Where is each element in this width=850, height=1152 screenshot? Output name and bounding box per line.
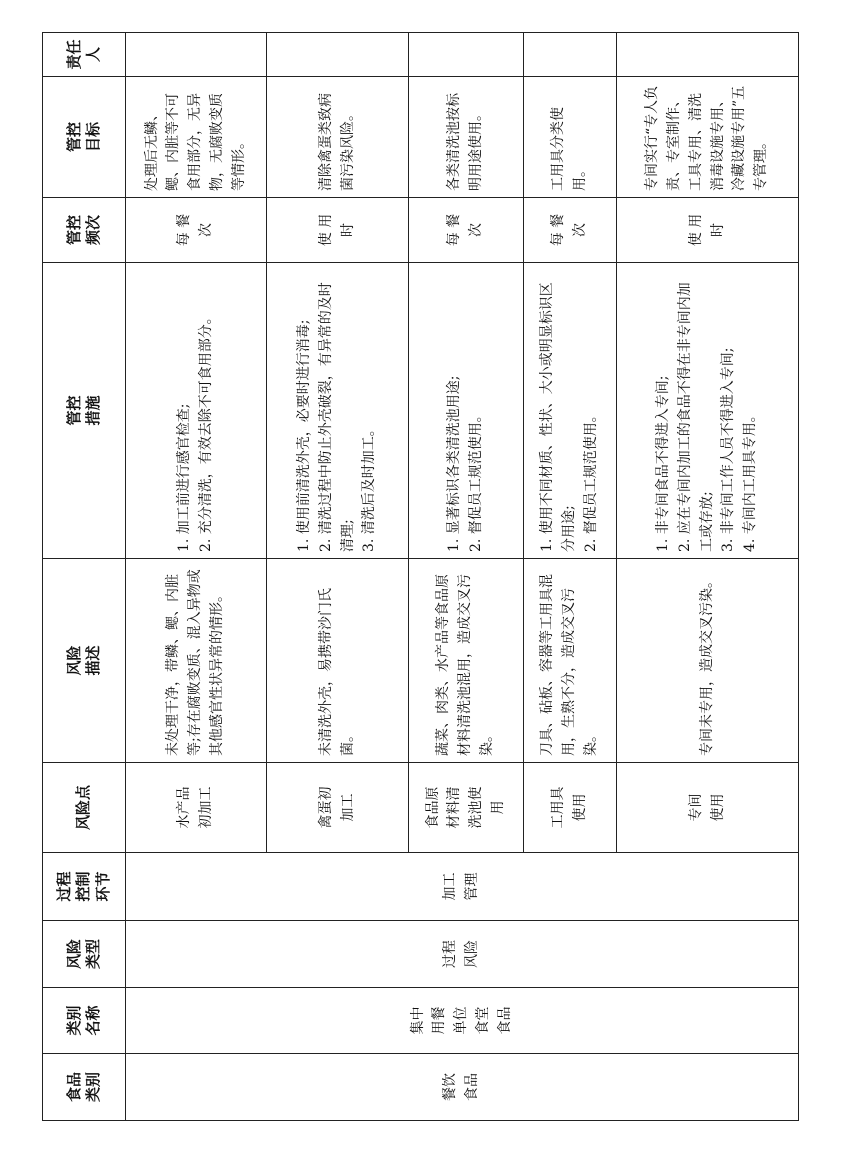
header-risk-desc: 风险 描述 xyxy=(43,559,126,763)
merged-process-stage: 加工 管理 xyxy=(126,853,799,921)
merged-risk-type: 过程 风险 xyxy=(126,921,799,988)
control-goal: 专间实行“专人负责、专室制作、工具专用、清洗消毒设施专用、冷藏设施专用”五专管理。 xyxy=(617,77,799,198)
responsible-cell xyxy=(409,33,524,77)
control-measures: 1. 加工前进行感官检查; 2. 充分清洗，有效去除不可食用部分。 xyxy=(126,263,267,559)
risk-desc: 刀具、砧板、容器等工用具混用，生熟不分，造成交叉污染。 xyxy=(524,559,617,763)
risk-desc: 专间未专用，造成交叉污染。 xyxy=(617,559,799,763)
rotated-page xyxy=(42,33,798,1121)
risk-point: 食品原 材料清 洗池使 用 xyxy=(409,763,524,853)
table-row xyxy=(126,33,267,1121)
control-goal: 清除禽蛋类致病菌污染风险。 xyxy=(267,77,409,198)
control-freq: 每 餐 次 xyxy=(126,198,267,263)
control-measures: 1. 使用前清洗外壳，必要时进行消毒; 2. 清洗过程中防止外壳破裂，有异常的及时清理; 3. 清洗后及时加工。 xyxy=(267,263,409,559)
control-freq: 使 用 时 xyxy=(267,198,409,263)
responsible-cell xyxy=(267,33,409,77)
risk-desc: 蔬菜、肉类、水产品等食品原材料清洗池混用，造成交叉污染。 xyxy=(409,559,524,763)
control-freq: 每 餐 次 xyxy=(409,198,524,263)
merged-food-category: 餐饮 食品 xyxy=(126,1054,799,1121)
responsible-cell xyxy=(617,33,799,77)
control-freq: 每 餐 次 xyxy=(524,198,617,263)
control-measures: 1. 使用不同材质、性状、大小或明显标识区分用途; 2. 督促员工规范使用。 xyxy=(524,263,617,559)
header-risk-point: 风险点 xyxy=(43,763,126,853)
control-freq: 使 用 时 xyxy=(617,198,799,263)
risk-point: 专间 使用 xyxy=(617,763,799,853)
control-goal: 工用具分类使用。 xyxy=(524,77,617,198)
risk-desc: 未清洗外壳，易携带沙门氏菌。 xyxy=(267,559,409,763)
risk-point: 禽蛋初 加工 xyxy=(267,763,409,853)
risk-control-table xyxy=(42,32,799,1121)
responsible-cell xyxy=(524,33,617,77)
control-goal: 各类清洗池按标明用途使用。 xyxy=(409,77,524,198)
control-goal: 处理后无鳞、鳃、内脏等不可食用部分，无异物，无腐败变质等情形。 xyxy=(126,77,267,198)
header-risk-type: 风险 类型 xyxy=(43,921,126,988)
merged-category-name: 集中 用餐 单位 食堂 食品 xyxy=(126,988,799,1054)
header-responsible: 责任 人 xyxy=(43,33,126,77)
header-category-name: 类别 名称 xyxy=(43,988,126,1054)
header-row xyxy=(43,33,126,1121)
risk-desc: 未处理干净，带鳞、鳃、内脏等;存在腐败变质、混入异物或其他感官性状异常的情形。 xyxy=(126,559,267,763)
risk-point: 工用具 使用 xyxy=(524,763,617,853)
responsible-cell xyxy=(126,33,267,77)
control-measures: 1. 非专间食品不得进入专间; 2. 应在专间内加工的食品不得在非专间内加工或存放; 3. 非专间工作人员不得进入专间; 4. 专间内工用具专用。 xyxy=(617,263,799,559)
header-control-freq: 管控 频次 xyxy=(43,198,126,263)
risk-point: 水产品 初加工 xyxy=(126,763,267,853)
header-food-category: 食品 类别 xyxy=(43,1054,126,1121)
header-process-stage: 过程 控制 环节 xyxy=(43,853,126,921)
control-measures: 1. 显著标识各类清洗池用途; 2. 督促员工规范使用。 xyxy=(409,263,524,559)
header-control-goal: 管控 目标 xyxy=(43,77,126,198)
header-control-measures: 管控 措施 xyxy=(43,263,126,559)
